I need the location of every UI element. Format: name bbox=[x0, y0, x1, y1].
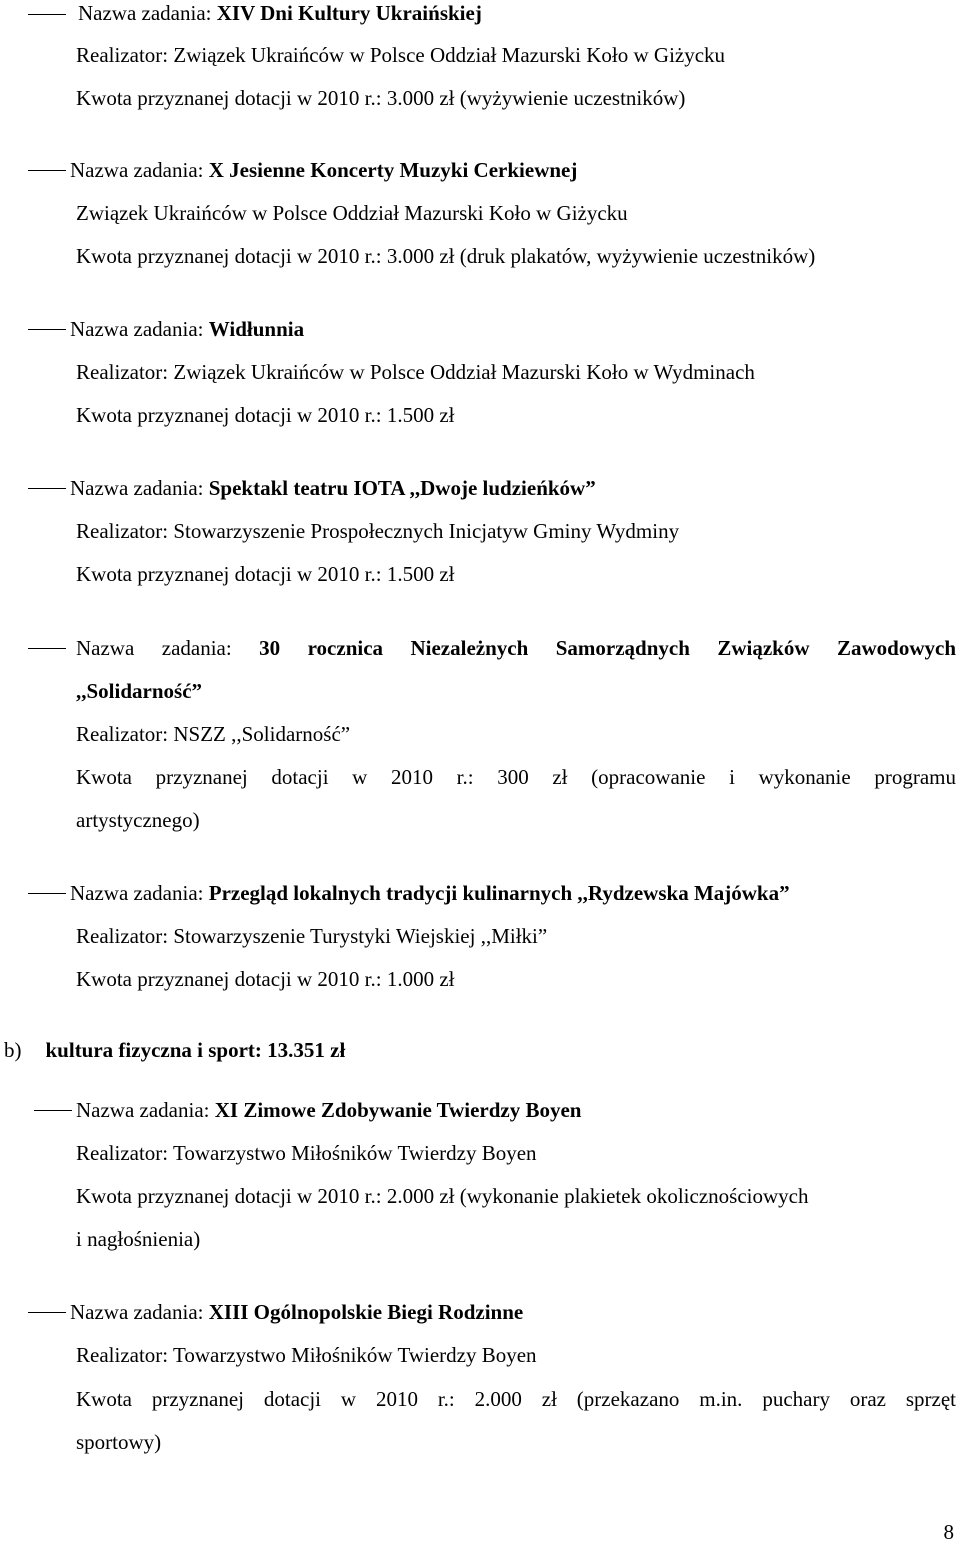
task-name bbox=[70, 880, 790, 906]
task-amount: Kwota przyznanej dotacji w 2010 r.: 2.000 zł (wykonanie plakietek okolicznościowych bbox=[76, 1184, 809, 1208]
task-name-label: Nazwa zadania: bbox=[70, 476, 209, 500]
task-realizator: Realizator: Towarzystwo Miłośników Twierdzy Boyen bbox=[76, 1141, 537, 1165]
task-name bbox=[76, 1097, 582, 1123]
task-name-label: Nazwa zadania: bbox=[70, 881, 209, 905]
list-dash bbox=[28, 170, 66, 171]
task-name bbox=[70, 1299, 523, 1325]
task-title: XIII Ogólnopolskie Biegi Rodzinne bbox=[208, 1300, 524, 1324]
list-dash bbox=[28, 14, 66, 15]
task-title: 30 rocznica Niezależnych Samorządnych Związków Zawodowych bbox=[259, 636, 956, 660]
list-dash bbox=[34, 1110, 72, 1111]
task-name bbox=[76, 635, 956, 661]
task-name bbox=[78, 0, 482, 26]
task-name-label: Nazwa zadania: bbox=[70, 1300, 209, 1324]
task-realizator: Realizator: Stowarzyszenie Turystyki Wiejskiej ,,Miłki” bbox=[76, 924, 548, 948]
task-amount: Kwota przyznanej dotacji w 2010 r.: 1.000 zł bbox=[76, 967, 455, 991]
task-name-label: Nazwa zadania: bbox=[78, 1, 217, 25]
task-realizator: Związek Ukraińców w Polsce Oddział Mazurski Koło w Giżycku bbox=[76, 201, 628, 225]
section-heading bbox=[4, 1037, 345, 1063]
task-name-label: Nazwa zadania: bbox=[70, 317, 209, 341]
task-name bbox=[70, 316, 304, 342]
task-title-continuation: ,,Solidarność” bbox=[76, 679, 203, 703]
task-realizator: Realizator: Związek Ukraińców w Polsce Oddział Mazurski Koło w Wydminach bbox=[76, 360, 755, 384]
task-title: X Jesienne Koncerty Muzyki Cerkiewnej bbox=[208, 158, 578, 182]
list-dash bbox=[28, 329, 66, 330]
list-dash bbox=[28, 648, 66, 649]
page-number: 8 bbox=[943, 1520, 954, 1544]
task-title: Spektakl teatru IOTA ,,Dwoje ludzieńków” bbox=[208, 476, 596, 500]
task-amount: Kwota przyznanej dotacji w 2010 r.: 2.000 zł (przekazano m.in. puchary oraz sprzęt bbox=[76, 1387, 956, 1411]
task-amount: Kwota przyznanej dotacji w 2010 r.: 1.500 zł bbox=[76, 562, 455, 586]
task-name-label: Nazwa zadania: bbox=[76, 1098, 215, 1122]
task-realizator: Realizator: Związek Ukraińców w Polsce Oddział Mazurski Koło w Giżycku bbox=[76, 43, 726, 67]
task-title: XIV Dni Kultury Ukraińskiej bbox=[216, 1, 482, 25]
task-realizator: Realizator: Towarzystwo Miłośników Twierdzy Boyen bbox=[76, 1343, 537, 1367]
task-amount-continuation: sportowy) bbox=[76, 1430, 162, 1454]
task-realizator: Realizator: NSZZ ,,Solidarność” bbox=[76, 722, 351, 746]
list-dash bbox=[28, 893, 66, 894]
list-dash bbox=[28, 1312, 66, 1313]
task-title: Przegląd lokalnych tradycji kulinarnych ,,Rydzewska Majówka” bbox=[208, 881, 790, 905]
task-title: XI Zimowe Zdobywanie Twierdzy Boyen bbox=[214, 1098, 582, 1122]
task-amount: Kwota przyznanej dotacji w 2010 r.: 1.500 zł bbox=[76, 403, 455, 427]
section-title: kultura fizyczna i sport: 13.351 zł bbox=[45, 1038, 346, 1062]
task-realizator: Realizator: Stowarzyszenie Prospołecznych Inicjatyw Gminy Wydminy bbox=[76, 519, 680, 543]
list-dash bbox=[28, 488, 66, 489]
task-amount-continuation: i nagłośnienia) bbox=[76, 1227, 201, 1251]
task-name-label: Nazwa zadania: bbox=[70, 158, 209, 182]
task-amount: Kwota przyznanej dotacji w 2010 r.: 3.000 zł (druk plakatów, wyżywienie uczestników) bbox=[76, 244, 816, 268]
section-marker: b) bbox=[4, 1038, 22, 1062]
task-amount-continuation: artystycznego) bbox=[76, 808, 200, 832]
task-name-label: Nazwa zadania: bbox=[76, 636, 260, 660]
task-title: Widłunnia bbox=[208, 317, 305, 341]
task-amount: Kwota przyznanej dotacji w 2010 r.: 3.000 zł (wyżywienie uczestników) bbox=[76, 86, 686, 110]
task-amount: Kwota przyznanej dotacji w 2010 r.: 300 zł (opracowanie i wykonanie programu bbox=[76, 765, 956, 789]
task-name bbox=[70, 157, 577, 183]
task-name bbox=[70, 475, 596, 501]
